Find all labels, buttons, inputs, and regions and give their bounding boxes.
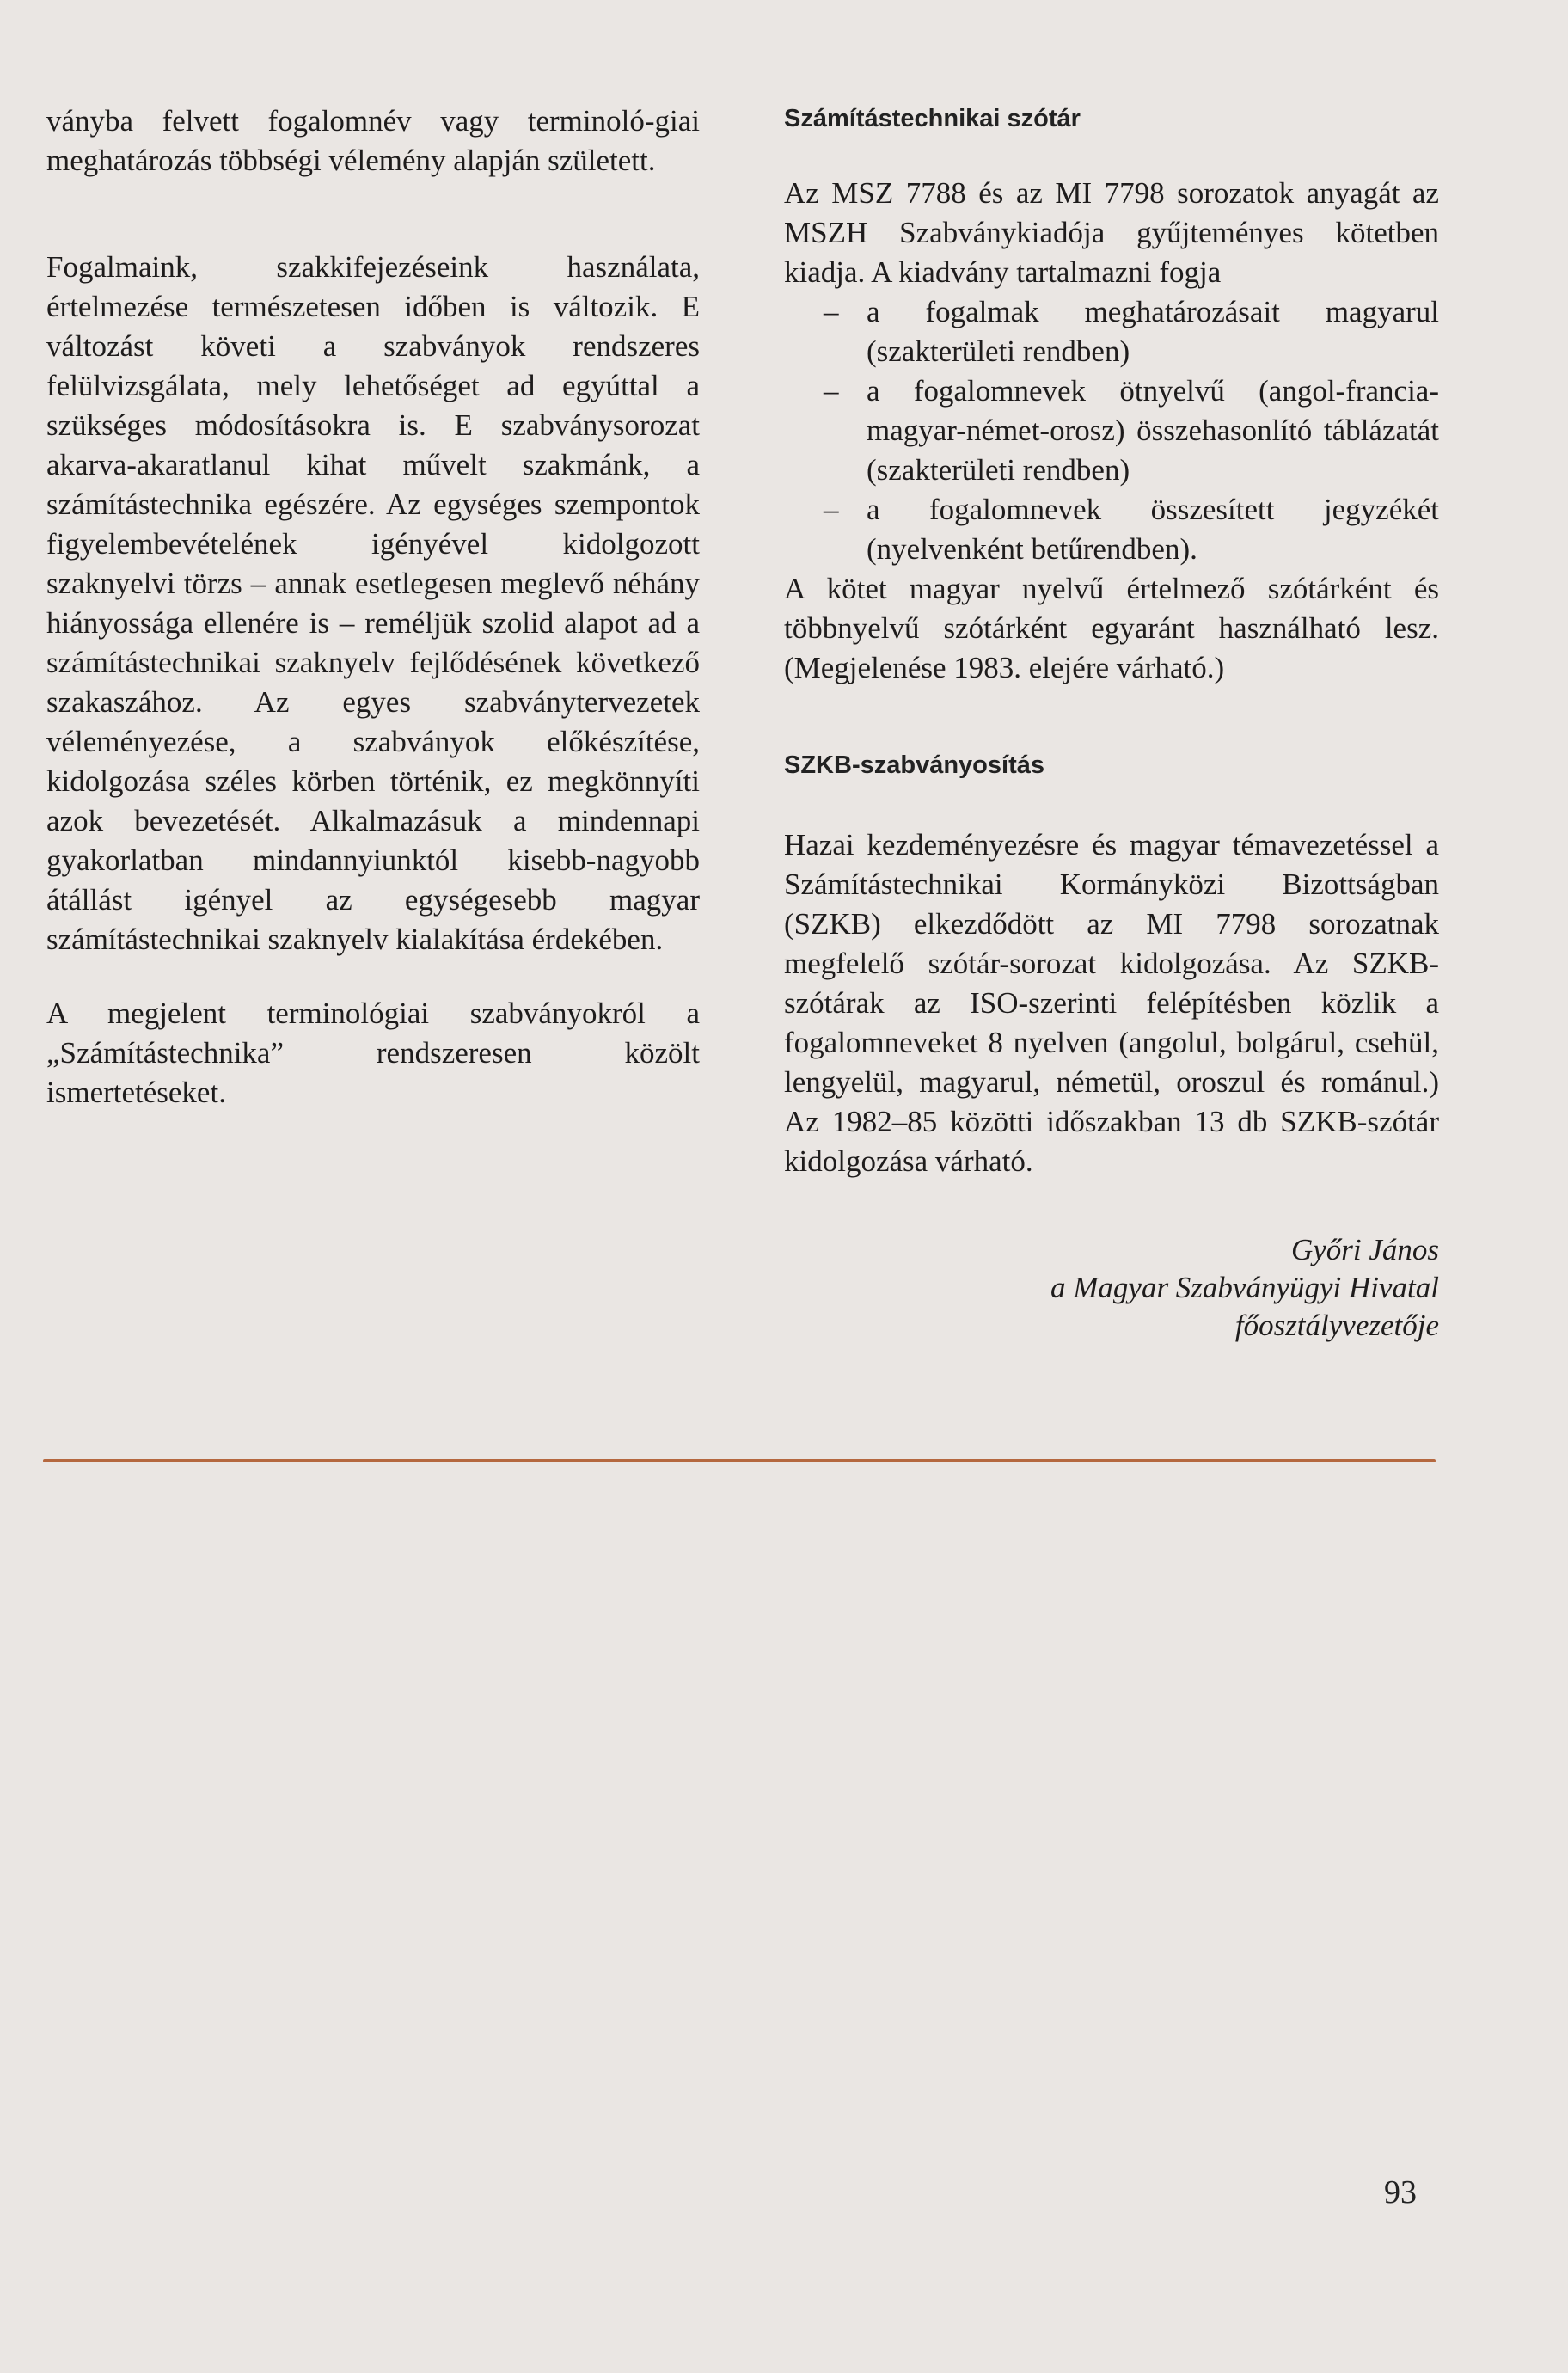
terminology-paragraph: Fogalmaink, szakkifejezéseink használata, értelmezése természetesen időben is változik. E változást követi a szabványok rendszeres felülvizsgálata, mely lehetőséget ad egyúttal a szükséges módosításokra is. E szabványsorozat akarva-akaratlanul kihat művelt szakmánk, a számítástechnika egészére. Az egységes szempontok figyelembevételének igényével kidolgozott szaknyelvi törzs – annak esetlegesen meglevő néhány hiányossága ellenére is – reméljük szolid alapot ad a számítástechnikai szaknyelv fejlődésének következő szakaszához. Az egyes szabványtervezetek véleményezése, a szabványok előkészítése, kidolgozása széles körben történik, ez megkönnyíti azok bevezetését. Alkalmazásuk a mindennapi gyakorlatban mindannyiunktól kisebb-nagyobb átállást igényel az egységesebb magyar számítástechnikai szaknyelv kialakítása érdekében. (46, 250, 700, 956)
dictionary-usage-paragraph: A kötet magyar nyelvű értelmező szótárként és többnyelvű szótárként egyaránt használható lesz. (Megjelenése 1983. elejére várható.) (784, 572, 1439, 684)
right-column (784, 101, 1439, 1345)
continued-paragraph: ványba felvett fogalomnév vagy terminoló-giai meghatározás többségi vélemény alapján született. (46, 104, 700, 177)
left-column (46, 101, 700, 1113)
section-divider-rule (43, 1459, 1436, 1462)
author-name: Győri János (1290, 1233, 1439, 1266)
section-heading-szkb: SZKB-szabványosítás (784, 751, 1044, 779)
dictionary-intro-paragraph: Az MSZ 7788 és az MI 7798 sorozatok anyagát az MSZH Szabványkiadója gyűjteményes kötetben kiadja. A kiadvány tartalmazni fogja (784, 176, 1439, 289)
szkb-paragraph: Hazai kezdeményezésre és magyar témavezetéssel a Számítástechnikai Kormányközi Bizottságban (SZKB) elkezdődött az MI 7798 sorozatnak megfelelő szótár-sorozat kidolgozása. Az SZKB-szótárak az ISO-szerinti felépítésben közlik a fogalomneveket 8 nyelven (angolul, bolgárul, csehül, lengyelül, magyarul, németül, oroszul és románul.) Az 1982–85 közötti időszakban 13 db SZKB-szótár kidolgozása várható. (784, 828, 1439, 1178)
list-item: – a fogalomnevek összesített jegyzékét (nyelvenként betűrendben). (784, 490, 1439, 569)
author-affiliation: a Magyar Szabványügyi Hivatal (1050, 1271, 1439, 1304)
author-signature (784, 1231, 1439, 1345)
section-heading-dictionary: Számítástechnikai szótár (784, 105, 1081, 132)
list-item: – a fogalmak meghatározásait magyarul (szakterületi rendben) (784, 292, 1439, 371)
page-number: 93 (1384, 2174, 1417, 2211)
list-item: – a fogalomnevek ötnyelvű (angol-francia-magyar-német-orosz) összehasonlító táblázatát (szakterületi rendben) (784, 371, 1439, 490)
dictionary-contents-list (784, 292, 1439, 569)
author-title: főosztályvezetője (1234, 1309, 1439, 1342)
published-standards-paragraph: A megjelent terminológiai szabványokról a „Számítástechnika” rendszeresen közölt ismertetéseket. (46, 996, 700, 1109)
